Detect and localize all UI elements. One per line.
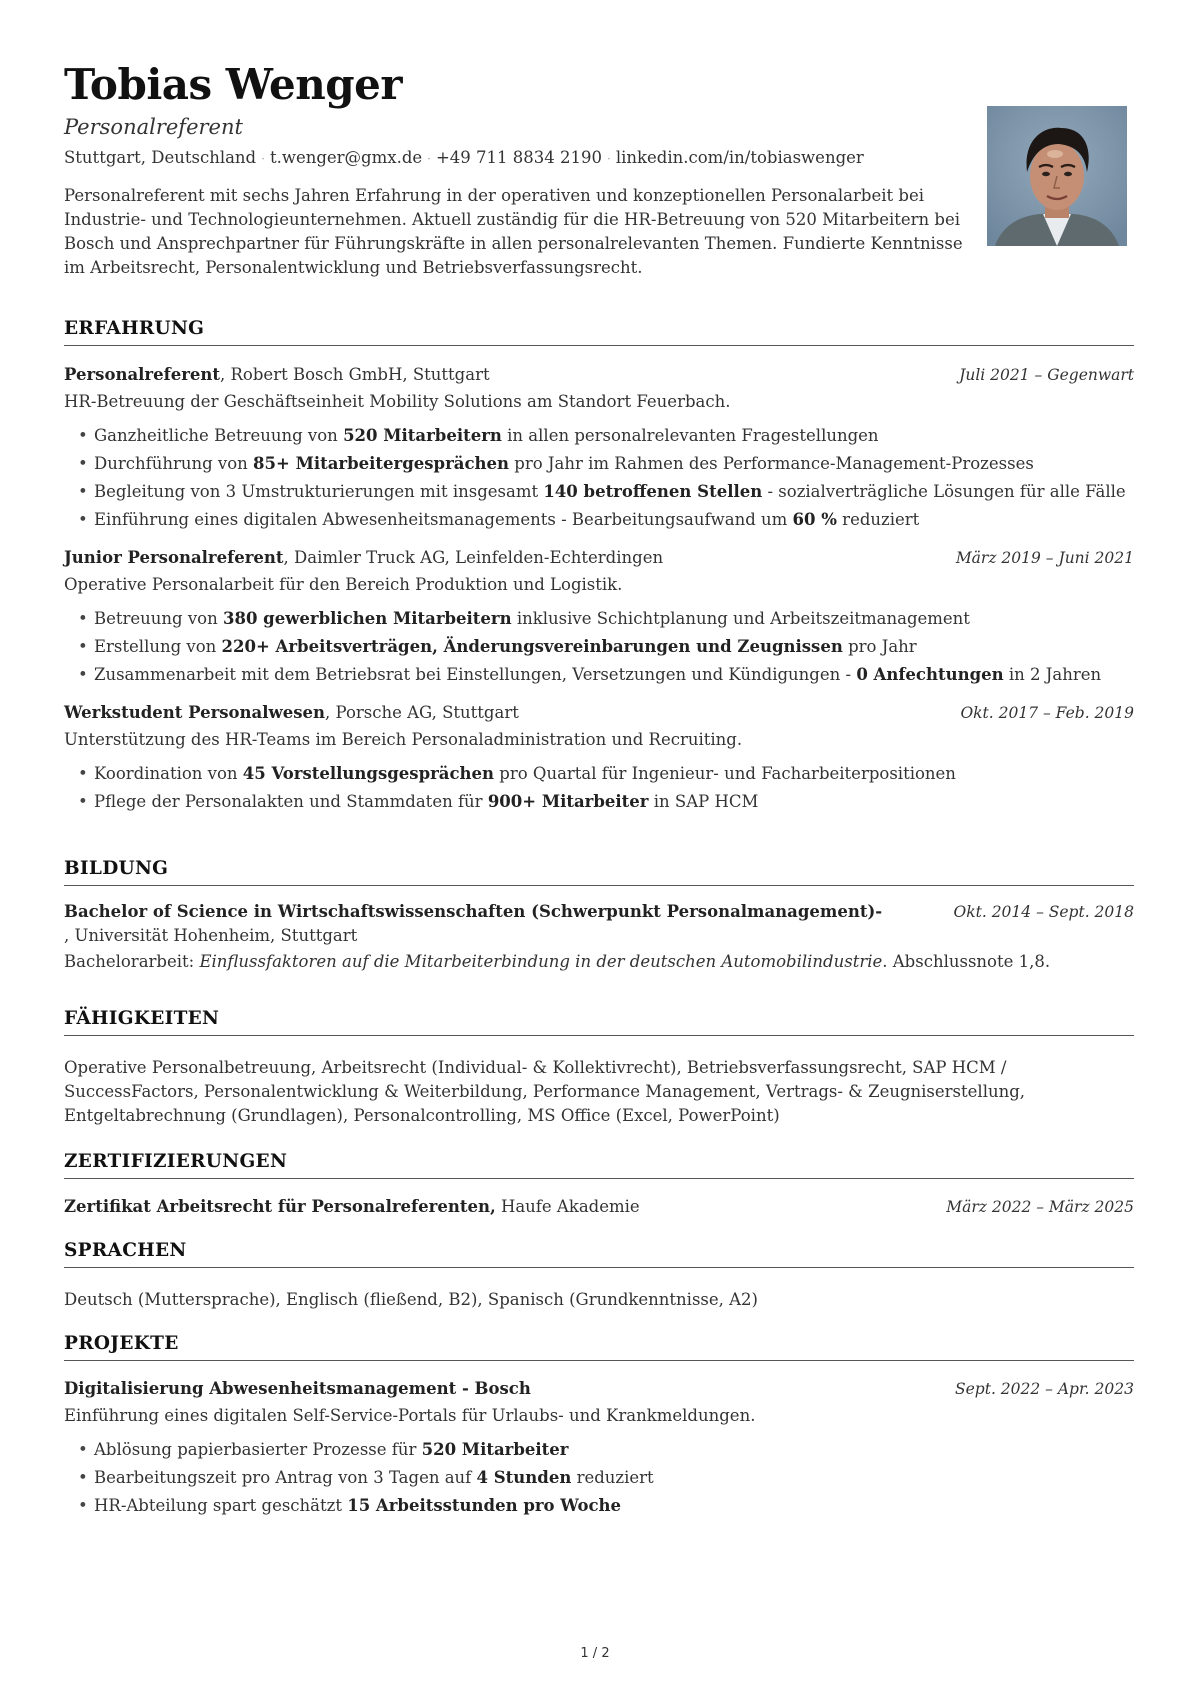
project-name: Digitalisierung Abwesenheitsmanagement - Bosch — [64, 1379, 531, 1398]
section-education — [64, 858, 1134, 974]
section-certifications — [64, 1151, 1134, 1219]
bullet-item: • HR-Abteilung spart geschätzt 15 Arbeitsstunden pro Woche — [94, 1492, 1134, 1520]
section-title: PROJEKTE — [64, 1333, 1134, 1361]
experience-entry — [64, 701, 1134, 816]
project-date: Sept. 2022 – Apr. 2023 — [955, 1380, 1134, 1398]
profile-summary: Personalreferent mit sechs Jahren Erfahrung in der operativen und konzeptionellen Personalarbeit bei Industrie- und Technologieunternehmen. Aktuell zuständig für die HR-Betreuung von 520 Mitarbeitern bei Bosch und Ansprechpartner für Führungskräfte in allen personalrelevanten Themen. Fundierte Kenntnisse im Arbeitsrecht, Personalentwicklung und Betriebsverfassungsrecht. — [64, 186, 963, 277]
experience-entry — [64, 363, 1134, 534]
section-title: ZERTIFIZIERUNGEN — [64, 1151, 1134, 1179]
job-company: , Daimler Truck AG, Leinfelden-Echterdingen — [283, 548, 664, 567]
page-number: 1 / 2 — [580, 1646, 610, 1661]
certification-date: März 2022 – März 2025 — [946, 1198, 1134, 1216]
bullet-item: • Pflege der Personalakten und Stammdaten für 900+ Mitarbeiter in SAP HCM — [94, 788, 1134, 816]
job-title: Werkstudent Personalwesen — [64, 703, 326, 722]
job-description: HR-Betreuung der Geschäftseinheit Mobility Solutions am Standort Feuerbach. — [64, 392, 731, 411]
profile-photo — [987, 106, 1127, 246]
contact-line — [64, 148, 864, 167]
bullet-item: • Erstellung von 220+ Arbeitsverträgen, Änderungsvereinbarungen und Zeugnissen pro Jahr — [94, 633, 1134, 661]
contact-email[interactable]: t.wenger@gmx.de — [269, 148, 423, 167]
job-company: , Porsche AG, Stuttgart — [325, 703, 519, 722]
bullet-item: • Begleitung von 3 Umstrukturierungen mit insgesamt 140 betroffenen Stellen - sozialverträgliche Lösungen für alle Fälle — [94, 478, 1134, 506]
bullet-item: • Koordination von 45 Vorstellungsgesprächen pro Quartal für Ingenieur- und Facharbeiterpositionen — [94, 760, 1134, 788]
bullet-item: • Ablösung papierbasierter Prozesse für 520 Mitarbeiter — [94, 1436, 1134, 1464]
candidate-role: Personalreferent — [64, 115, 243, 139]
section-skills — [64, 1008, 1134, 1128]
separator-dot: · — [261, 152, 265, 166]
skills-text: Operative Personalbetreuung, Arbeitsrecht (Individual- & Kollektivrecht), Betriebsverfassungsrecht, SAP HCM / SuccessFactors, Personalentwicklung & Weiterbildung, Performance Management, Vertrags- & Zeugniserstellung, Entgeltabrechnung (Grundlagen), Personalcontrolling, MS Office (Excel, PowerPoint) — [64, 1058, 1026, 1125]
thesis-line: Bachelorarbeit: Einflussfaktoren auf die Mitarbeiterbindung in der deutschen Automobilindustrie. Abschlussnote 1,8. — [64, 952, 1051, 971]
section-title: SPRACHEN — [64, 1240, 1134, 1268]
job-bullets — [64, 422, 1134, 534]
project-description: Einführung eines digitalen Self-Service-Portals für Urlaubs- und Krankmeldungen. — [64, 1406, 756, 1425]
bullet-item: • Zusammenarbeit mit dem Betriebsrat bei Einstellungen, Versetzungen und Kündigungen - 0 Anfechtungen in 2 Jahren — [94, 661, 1134, 689]
job-company: , Robert Bosch GmbH, Stuttgart — [220, 365, 490, 384]
section-title: ERFAHRUNG — [64, 318, 1134, 346]
job-description: Operative Personalarbeit für den Bereich Produktion und Logistik. — [64, 575, 623, 594]
certification-issuer: Haufe Akademie — [495, 1197, 640, 1216]
section-title: FÄHIGKEITEN — [64, 1008, 1134, 1036]
bullet-item: • Durchführung von 85+ Mitarbeitergesprächen pro Jahr im Rahmen des Performance-Management-Prozesses — [94, 450, 1134, 478]
project-entry — [64, 1377, 1134, 1520]
languages-text: Deutsch (Muttersprache), Englisch (fließend, B2), Spanisch (Grundkenntnisse, A2) — [64, 1290, 758, 1309]
job-date: März 2019 – Juni 2021 — [955, 549, 1134, 567]
certification-entry — [64, 1195, 1134, 1219]
candidate-name: Tobias Wenger — [64, 60, 402, 109]
bullet-item: • Einführung eines digitalen Abwesenheitsmanagements - Bearbeitungsaufwand um 60 % reduziert — [94, 506, 1134, 534]
contact-phone[interactable]: +49 711 8834 2190 — [435, 148, 603, 167]
project-bullets — [64, 1436, 1134, 1520]
section-experience — [64, 318, 1134, 816]
education-date: Okt. 2014 – Sept. 2018 — [953, 903, 1134, 921]
job-title: Personalreferent — [64, 365, 221, 384]
job-title: Junior Personalreferent — [64, 548, 284, 567]
section-languages — [64, 1240, 1134, 1312]
bullet-item: • Ganzheitliche Betreuung von 520 Mitarbeitern in allen personalrelevanten Fragestellungen — [94, 422, 1134, 450]
certification-name: Zertifikat Arbeitsrecht für Personalreferenten, — [64, 1197, 496, 1216]
experience-entry — [64, 546, 1134, 689]
job-bullets — [64, 605, 1134, 689]
section-projects — [64, 1333, 1134, 1520]
job-date: Okt. 2017 – Feb. 2019 — [960, 704, 1134, 722]
section-title: BILDUNG — [64, 858, 1134, 886]
separator-dot: · — [607, 152, 611, 166]
thesis-title: Einflussfaktoren auf die Mitarbeiterbindung in der deutschen Automobilindustrie — [199, 952, 883, 971]
job-description: Unterstützung des HR-Teams im Bereich Personaladministration und Recruiting. — [64, 730, 743, 749]
portrait-image — [987, 106, 1127, 246]
degree-title: Bachelor of Science in Wirtschaftswissenschaften (Schwerpunkt Personalmanagement)- — [64, 902, 883, 921]
bullet-item: • Bearbeitungszeit pro Antrag von 3 Tagen auf 4 Stunden reduziert — [94, 1464, 1134, 1492]
job-date: Juli 2021 – Gegenwart — [959, 366, 1134, 384]
education-entry — [64, 900, 1134, 974]
contact-location: Stuttgart, Deutschland — [64, 148, 257, 167]
education-institution: , Universität Hohenheim, Stuttgart — [64, 926, 358, 945]
job-bullets — [64, 760, 1134, 816]
contact-linkedin[interactable]: linkedin.com/in/tobiaswenger — [615, 148, 864, 167]
separator-dot: · — [427, 152, 431, 166]
bullet-item: • Betreuung von 380 gewerblichen Mitarbeitern inklusive Schichtplanung und Arbeitszeitmanagement — [94, 605, 1134, 633]
